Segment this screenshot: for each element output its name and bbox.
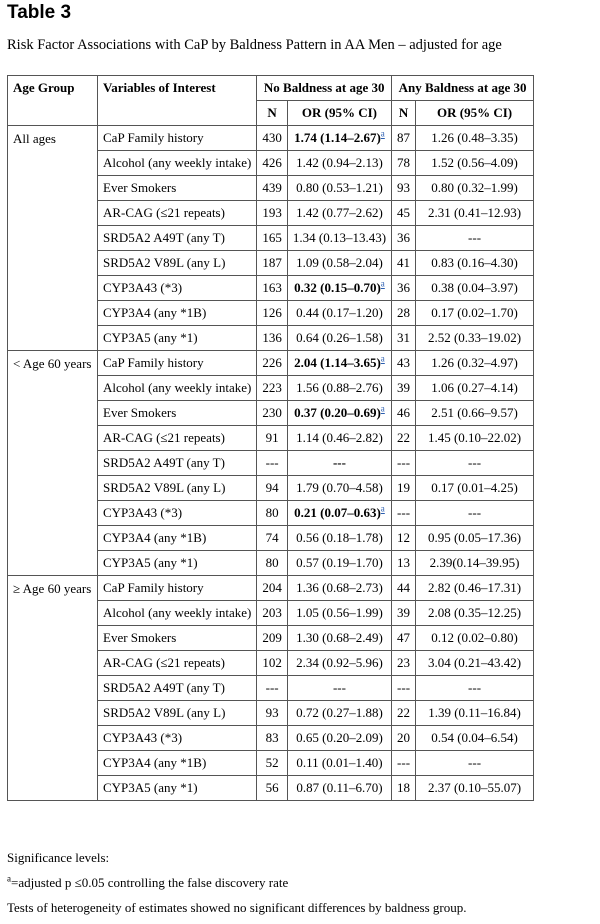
age-group-cell: ≥ Age 60 years	[8, 576, 98, 801]
n-no-baldness-cell: 94	[257, 476, 288, 501]
or-value: 0.87 (0.11–6.70)	[296, 780, 383, 795]
n-no-baldness-cell: 209	[257, 626, 288, 651]
or-any-baldness-cell: 3.04 (0.21–43.42)	[416, 651, 534, 676]
n-no-baldness-cell: 193	[257, 201, 288, 226]
or-no-baldness-cell	[287, 201, 391, 226]
n-any-baldness-cell: 43	[392, 351, 416, 376]
n-any-baldness-cell: 87	[392, 126, 416, 151]
or-no-baldness-cell	[287, 601, 391, 626]
n-any-baldness-cell: ---	[392, 676, 416, 701]
n-no-baldness-cell: 226	[257, 351, 288, 376]
or-value: 1.42 (0.77–2.62)	[296, 205, 383, 220]
or-no-baldness-cell	[287, 426, 391, 451]
n-no-baldness-cell: 136	[257, 326, 288, 351]
n-no-baldness-cell: 80	[257, 551, 288, 576]
or-no-baldness-cell	[287, 551, 391, 576]
n-any-baldness-cell: 22	[392, 701, 416, 726]
header-row	[8, 76, 534, 101]
or-value: 1.05 (0.56–1.99)	[296, 605, 383, 620]
or-any-baldness-cell: 0.17 (0.01–4.25)	[416, 476, 534, 501]
variable-cell: CYP3A43 (*3)	[98, 726, 257, 751]
n-no-baldness-cell: 204	[257, 576, 288, 601]
note-fdr	[7, 874, 467, 899]
or-value: 0.64 (0.26–1.58)	[296, 330, 383, 345]
table-body	[8, 126, 534, 801]
or-value: 0.32 (0.15–0.70)	[294, 280, 381, 295]
n-any-baldness-cell: 23	[392, 651, 416, 676]
or-no-baldness-cell	[287, 301, 391, 326]
or-any-baldness-cell: 1.26 (0.48–3.35)	[416, 126, 534, 151]
n-no-baldness-cell: ---	[257, 451, 288, 476]
or-value: 1.14 (0.46–2.82)	[296, 430, 383, 445]
or-any-baldness-cell: 1.39 (0.11–16.84)	[416, 701, 534, 726]
or-any-baldness-cell: 2.08 (0.35–12.25)	[416, 601, 534, 626]
n-any-baldness-cell: 12	[392, 526, 416, 551]
or-no-baldness-cell	[287, 376, 391, 401]
or-any-baldness-cell: 1.06 (0.27–4.14)	[416, 376, 534, 401]
header-no-baldness: No Baldness at age 30	[257, 76, 392, 101]
n-no-baldness-cell: 430	[257, 126, 288, 151]
n-no-baldness-cell: ---	[257, 676, 288, 701]
or-no-baldness-cell	[287, 526, 391, 551]
or-value: 1.09 (0.58–2.04)	[296, 255, 383, 270]
variable-cell: SRD5A2 V89L (any L)	[98, 476, 257, 501]
or-value: 0.65 (0.20–2.09)	[296, 730, 383, 745]
significance-marker[interactable]: a	[380, 278, 385, 289]
or-value: 2.04 (1.14–3.65)	[294, 355, 381, 370]
or-no-baldness-cell	[287, 626, 391, 651]
n-any-baldness-cell: 39	[392, 376, 416, 401]
n-any-baldness-cell: 18	[392, 776, 416, 801]
or-any-baldness-cell: 2.31 (0.41–12.93)	[416, 201, 534, 226]
or-no-baldness-cell	[287, 701, 391, 726]
variable-cell: Alcohol (any weekly intake)	[98, 376, 257, 401]
note-sup-marker: a	[7, 873, 11, 884]
variable-cell: CYP3A5 (any *1)	[98, 776, 257, 801]
or-no-baldness-cell	[287, 576, 391, 601]
or-no-baldness-cell	[287, 776, 391, 801]
n-no-baldness-cell: 426	[257, 151, 288, 176]
n-no-baldness-cell: 74	[257, 526, 288, 551]
n-any-baldness-cell: 44	[392, 576, 416, 601]
or-no-baldness-cell	[287, 401, 391, 426]
n-no-baldness-cell: 102	[257, 651, 288, 676]
table-row	[8, 351, 534, 376]
note-significance: Significance levels:	[7, 850, 110, 865]
or-any-baldness-cell: 0.83 (0.16–4.30)	[416, 251, 534, 276]
or-no-baldness-cell	[287, 451, 391, 476]
or-any-baldness-cell: ---	[416, 451, 534, 476]
significance-marker[interactable]: a	[380, 403, 385, 414]
or-any-baldness-cell: ---	[416, 676, 534, 701]
or-value: 1.74 (1.14–2.67)	[294, 130, 381, 145]
header-or-any-baldness: OR (95% CI)	[416, 101, 534, 126]
n-no-baldness-cell: 203	[257, 601, 288, 626]
or-any-baldness-cell: 1.45 (0.10–22.02)	[416, 426, 534, 451]
n-any-baldness-cell: ---	[392, 751, 416, 776]
n-any-baldness-cell: 78	[392, 151, 416, 176]
note-fdr-text: =adjusted p ≤0.05 controlling the false discovery rate	[11, 875, 289, 890]
n-any-baldness-cell: 28	[392, 301, 416, 326]
or-any-baldness-cell: 0.17 (0.02–1.70)	[416, 301, 534, 326]
or-value: 0.80 (0.53–1.21)	[296, 180, 383, 195]
n-any-baldness-cell: ---	[392, 451, 416, 476]
header-or-no-baldness: OR (95% CI)	[287, 101, 391, 126]
n-any-baldness-cell: ---	[392, 501, 416, 526]
or-any-baldness-cell: ---	[416, 501, 534, 526]
n-no-baldness-cell: 187	[257, 251, 288, 276]
or-no-baldness-cell	[287, 476, 391, 501]
or-no-baldness-cell	[287, 151, 391, 176]
n-any-baldness-cell: 22	[392, 426, 416, 451]
n-any-baldness-cell: 46	[392, 401, 416, 426]
or-value: 1.36 (0.68–2.73)	[296, 580, 383, 595]
or-no-baldness-cell	[287, 501, 391, 526]
n-any-baldness-cell: 31	[392, 326, 416, 351]
variable-cell: SRD5A2 A49T (any T)	[98, 676, 257, 701]
n-no-baldness-cell: 223	[257, 376, 288, 401]
n-no-baldness-cell: 439	[257, 176, 288, 201]
variable-cell: CYP3A43 (*3)	[98, 501, 257, 526]
header-variables: Variables of Interest	[98, 76, 257, 126]
age-group-cell: < Age 60 years	[8, 351, 98, 576]
or-value: 1.34 (0.13–13.43)	[292, 230, 387, 245]
variable-cell: CYP3A5 (any *1)	[98, 551, 257, 576]
or-value: 1.42 (0.94–2.13)	[296, 155, 383, 170]
or-any-baldness-cell: ---	[416, 226, 534, 251]
table-notes	[7, 849, 467, 924]
n-no-baldness-cell: 56	[257, 776, 288, 801]
or-value: 0.37 (0.20–0.69)	[294, 405, 381, 420]
n-no-baldness-cell: 80	[257, 501, 288, 526]
n-no-baldness-cell: 91	[257, 426, 288, 451]
variable-cell: Ever Smokers	[98, 176, 257, 201]
variable-cell: Alcohol (any weekly intake)	[98, 151, 257, 176]
or-value: ---	[332, 455, 346, 470]
or-no-baldness-cell	[287, 326, 391, 351]
header-n-no-baldness: N	[257, 101, 288, 126]
header-age-group: Age Group	[8, 76, 98, 126]
variable-cell: CYP3A5 (any *1)	[98, 326, 257, 351]
table-title: Table 3	[7, 2, 72, 23]
n-no-baldness-cell: 163	[257, 276, 288, 301]
variable-cell: CYP3A4 (any *1B)	[98, 301, 257, 326]
variable-cell: SRD5A2 V89L (any L)	[98, 251, 257, 276]
variable-cell: CaP Family history	[98, 126, 257, 151]
or-no-baldness-cell	[287, 351, 391, 376]
variable-cell: CYP3A4 (any *1B)	[98, 751, 257, 776]
significance-marker[interactable]: a	[380, 128, 385, 139]
n-any-baldness-cell: 39	[392, 601, 416, 626]
table-row	[8, 576, 534, 601]
or-any-baldness-cell: 2.51 (0.66–9.57)	[416, 401, 534, 426]
or-value: 1.30 (0.68–2.49)	[296, 630, 383, 645]
variable-cell: Ever Smokers	[98, 626, 257, 651]
or-no-baldness-cell	[287, 276, 391, 301]
or-value: 0.44 (0.17–1.20)	[296, 305, 383, 320]
or-any-baldness-cell: 1.26 (0.32–4.97)	[416, 351, 534, 376]
variable-cell: CaP Family history	[98, 351, 257, 376]
or-value: 2.34 (0.92–5.96)	[296, 655, 383, 670]
n-no-baldness-cell: 126	[257, 301, 288, 326]
or-any-baldness-cell: 0.80 (0.32–1.99)	[416, 176, 534, 201]
significance-marker[interactable]: a	[380, 503, 385, 514]
variable-cell: AR-CAG (≤21 repeats)	[98, 426, 257, 451]
n-any-baldness-cell: 41	[392, 251, 416, 276]
variable-cell: AR-CAG (≤21 repeats)	[98, 651, 257, 676]
or-any-baldness-cell: 0.95 (0.05–17.36)	[416, 526, 534, 551]
variable-cell: SRD5A2 A49T (any T)	[98, 226, 257, 251]
table-caption: Risk Factor Associations with CaP by Baldness Pattern in AA Men – adjusted for age	[7, 37, 502, 53]
note-heterogeneity: Tests of heterogeneity of estimates showed no significant differences by baldness group.	[7, 900, 467, 915]
variable-cell: SRD5A2 A49T (any T)	[98, 451, 257, 476]
n-any-baldness-cell: 45	[392, 201, 416, 226]
or-value: 1.79 (0.70–4.58)	[296, 480, 383, 495]
variable-cell: CaP Family history	[98, 576, 257, 601]
or-any-baldness-cell: 0.54 (0.04–6.54)	[416, 726, 534, 751]
age-group-cell: All ages	[8, 126, 98, 351]
n-any-baldness-cell: 47	[392, 626, 416, 651]
or-no-baldness-cell	[287, 251, 391, 276]
n-no-baldness-cell: 83	[257, 726, 288, 751]
or-no-baldness-cell	[287, 126, 391, 151]
or-value: ---	[332, 680, 346, 695]
or-any-baldness-cell: 0.38 (0.04–3.97)	[416, 276, 534, 301]
n-no-baldness-cell: 93	[257, 701, 288, 726]
n-no-baldness-cell: 52	[257, 751, 288, 776]
or-no-baldness-cell	[287, 651, 391, 676]
or-any-baldness-cell: 2.39(0.14–39.95)	[416, 551, 534, 576]
variable-cell: CYP3A4 (any *1B)	[98, 526, 257, 551]
or-any-baldness-cell: 2.37 (0.10–55.07)	[416, 776, 534, 801]
or-no-baldness-cell	[287, 726, 391, 751]
or-any-baldness-cell: ---	[416, 751, 534, 776]
or-any-baldness-cell: 1.52 (0.56–4.09)	[416, 151, 534, 176]
or-no-baldness-cell	[287, 226, 391, 251]
or-any-baldness-cell: 2.52 (0.33–19.02)	[416, 326, 534, 351]
header-any-baldness: Any Baldness at age 30	[392, 76, 534, 101]
or-value: 0.57 (0.19–1.70)	[296, 555, 383, 570]
variable-cell: CYP3A43 (*3)	[98, 276, 257, 301]
n-no-baldness-cell: 230	[257, 401, 288, 426]
n-any-baldness-cell: 36	[392, 226, 416, 251]
variable-cell: AR-CAG (≤21 repeats)	[98, 201, 257, 226]
or-value: 0.21 (0.07–0.63)	[294, 505, 381, 520]
variable-cell: Ever Smokers	[98, 401, 257, 426]
n-any-baldness-cell: 36	[392, 276, 416, 301]
significance-marker[interactable]: a	[380, 353, 385, 364]
or-no-baldness-cell	[287, 176, 391, 201]
variable-cell: Alcohol (any weekly intake)	[98, 601, 257, 626]
or-any-baldness-cell: 2.82 (0.46–17.31)	[416, 576, 534, 601]
or-no-baldness-cell	[287, 676, 391, 701]
or-value: 0.72 (0.27–1.88)	[296, 705, 383, 720]
n-any-baldness-cell: 93	[392, 176, 416, 201]
n-no-baldness-cell: 165	[257, 226, 288, 251]
or-no-baldness-cell	[287, 751, 391, 776]
table-row	[8, 126, 534, 151]
data-table	[7, 75, 534, 801]
variable-cell: SRD5A2 V89L (any L)	[98, 701, 257, 726]
n-any-baldness-cell: 19	[392, 476, 416, 501]
or-value: 0.56 (0.18–1.78)	[296, 530, 383, 545]
header-n-any-baldness: N	[392, 101, 416, 126]
or-value: 1.56 (0.88–2.76)	[296, 380, 383, 395]
or-any-baldness-cell: 0.12 (0.02–0.80)	[416, 626, 534, 651]
n-any-baldness-cell: 13	[392, 551, 416, 576]
n-any-baldness-cell: 20	[392, 726, 416, 751]
or-value: 0.11 (0.01–1.40)	[296, 755, 383, 770]
